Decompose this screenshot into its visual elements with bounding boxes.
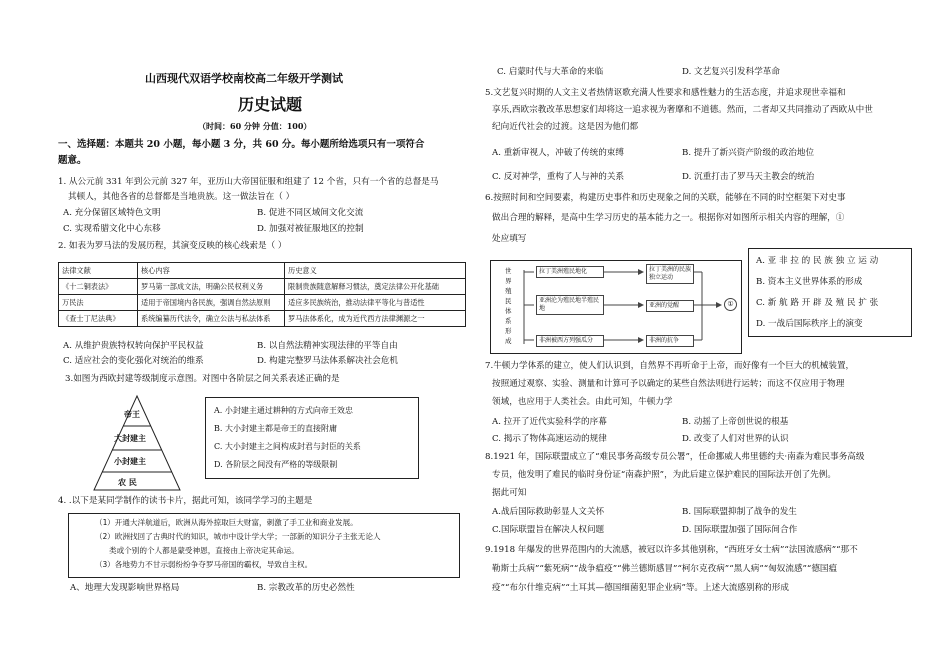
q3-option-b[interactable]: B. 大小封建主都是帝王的直接附庸 (214, 424, 337, 433)
reading-card-item-cont: 类或个别的个人都是蒙受神恩，直接由上帝决定其命运。 (109, 546, 299, 555)
q4-option-d[interactable]: D. 文艺复兴引发科学革命 (682, 67, 780, 77)
reading-card-item: （2）欧洲找回了古典时代的知识，城市中设计学大学；一部新的知识分子主张无论人 (95, 532, 381, 541)
q7-option-d[interactable]: D. 改变了人们对世界的认识 (682, 434, 789, 444)
q7-option-b[interactable]: B. 动摇了上帝创世说的根基 (682, 417, 789, 427)
q3-stem: 3.如图为西欧封建等级制度示意图。对图中各阶层之间关系表述正确的是 (65, 374, 340, 384)
q8-option-b[interactable]: B. 国际联盟抑制了战争的发生 (682, 507, 797, 517)
q9-stem: 9.1918 年爆发的世界范围内的大流感，被冠以许多其他别称，“西班牙女士病”“法国流感病”“那不 (485, 545, 858, 555)
pyramid-level-emperor: 帝王 (124, 409, 140, 419)
q1-option-a[interactable]: A. 充分保留区域特色文明 (63, 208, 161, 218)
q4-option-c[interactable]: C. 启蒙时代与大革命的来临 (497, 67, 604, 77)
q5-option-b[interactable]: B. 提升了新兴资产阶级的政治地位 (682, 148, 815, 158)
diagram-node: 拉丁美洲殖民地化 (536, 266, 604, 278)
q2-option-a[interactable]: A. 从维护贵族特权转向保护平民权益 (63, 341, 204, 351)
table-row (59, 279, 466, 295)
subject-title: 历史试题 (238, 95, 303, 114)
q8-option-a[interactable]: A.战后国际救助彰显人文关怀 (492, 507, 605, 517)
table-cell: 罗马法体系化，成为近代西方法律渊源之一 (285, 311, 466, 327)
q3-option-a[interactable]: A. 小封建主通过耕种的方式向帝王效忠 (214, 406, 353, 415)
q2-option-d[interactable]: D. 构建完整罗马法体系解决社会危机 (257, 356, 398, 366)
q4-stem: 4. .以下是某同学制作的读书卡片，据此可知，该同学学习的主题是 (58, 496, 313, 506)
q6-option-d[interactable]: D. 一战后国际秩序上的演变 (756, 319, 863, 329)
q5-stem-cont: 享乐,西欧宗教改革思想家们却将这一追求视为奢靡和不道德。然而，二者却又共同推动了西欧从中世 (492, 105, 873, 115)
reading-card-item: （1）开通大洋航道后，欧洲从海外掠取巨大财富，刺激了手工业和商业发展。 (95, 518, 358, 527)
q5-stem: 5.文艺复兴时期的人文主义者热情讴歌充满人性要求和感性魅力的生活态度，并追求现世幸福和 (485, 88, 846, 98)
table-header: 法律文献 (59, 263, 138, 279)
q9-stem-cont: 勒斯士兵病”“紫死病”“战争瘟疫”“佛兰德斯感冒”“柯尔克孜病”“黑人病”“匈奴流感”“德国瘟 (492, 564, 838, 574)
q6-stem-cont: 做出合理的解释，是高中生学习历史的基本能力之一。根据你对如图所示相关内容的理解，① (492, 213, 845, 223)
q8-stem-cont: 据此可知 (492, 488, 527, 498)
q5-option-d[interactable]: D. 沉重打击了罗马天主教会的统治 (682, 172, 815, 182)
q5-option-a[interactable]: A. 重新审视人，冲破了传统的束缚 (492, 148, 624, 158)
table-row (59, 311, 466, 327)
table-cell: 罗马第一部成文法，明确公民权利义务 (138, 279, 285, 295)
diagram-connectors (490, 260, 740, 352)
table-cell: 《十二铜表法》 (59, 279, 138, 295)
table-cell: 系统编纂历代法令，确立公法与私法体系 (138, 311, 285, 327)
diagram-blank-circle: ① (724, 298, 737, 311)
q2-stem: 2. 如表为罗马法的发展历程，其演变反映的核心线索是（ ） (58, 241, 287, 251)
q8-option-d[interactable]: D. 国际联盟加强了国际间合作 (682, 525, 798, 535)
table-cell: 适应多民族统治，推动法律平等化与普适性 (285, 295, 466, 311)
diagram-node: 亚洲的觉醒 (646, 300, 694, 312)
q7-stem: 7.牛顿力学体系的建立，使人们认识到，自然界不再听命于上帝，而好像有一个巨大的机械装置， (485, 361, 855, 371)
reading-card-item: （3）各地势力不甘示弱纷纷争夺罗马帝国的霸权，导致自主权。 (95, 560, 313, 569)
table-cell: 限制贵族随意解释习惯法，奠定法律公开化基础 (285, 279, 466, 295)
diagram-node: 亚洲沦为殖民地半殖民地 (536, 295, 604, 315)
q2-option-c[interactable]: C. 适应社会的变化强化对统治的维系 (63, 356, 204, 366)
pyramid-level-peasant: 农 民 (118, 477, 137, 487)
pyramid-level-small-lord: 小封建主 (114, 456, 146, 466)
school-title: 山西现代双语学校南校高二年级开学测试 (145, 72, 343, 85)
q1-option-c[interactable]: C. 实现希腊文化中心东移 (63, 224, 161, 234)
roman-law-table (58, 262, 466, 327)
q1-stem: 1. 从公元前 331 年到公元前 327 年，亚历山大帝国征服和组建了 12 个省，只有一个省的总督是马 (58, 177, 439, 187)
q4-option-a[interactable]: A、地理大发现影响世界格局 (70, 583, 180, 593)
q5-stem-cont: 纪向近代社会的过渡。这是因为他们都 (492, 122, 639, 132)
q7-stem-cont: 领域，也应用于人类社会。由此可知，牛顿力学 (492, 397, 673, 407)
q8-stem-cont: 专员，他发明了难民的临时身份证“南森护照”，为此后建立保护难民的国际法开创了先例。 (492, 470, 836, 480)
section1-title-cont: 题意。 (58, 155, 87, 166)
time-score: （时间：60 分钟 分值：100） (198, 121, 312, 131)
q3-option-d[interactable]: D. 各阶层之间没有严格的等级限制 (214, 460, 338, 469)
q6-option-b[interactable]: B. 资本主义世界体系的形成 (756, 277, 863, 287)
q4-option-b[interactable]: B. 宗教改革的历史必然性 (257, 583, 355, 593)
table-header: 核心内容 (138, 263, 285, 279)
q7-option-a[interactable]: A. 拉开了近代实验科学的序幕 (492, 417, 607, 427)
q6-option-c[interactable]: C. 新 航 路 开 辟 及 殖 民 扩 张 (756, 298, 879, 308)
q6-stem-cont: 处应填写 (492, 234, 527, 244)
table-cell: 适用于帝国境内各民族，强调自然法原则 (138, 295, 285, 311)
q8-option-c[interactable]: C.国际联盟旨在解决人权问题 (492, 525, 605, 535)
q7-stem-cont: 按照通过观察、实验、测量和计算可予以确定的某些自然法则进行运转；而这不仅应用于物理 (492, 379, 845, 389)
pyramid-level-great-lord: 大封建主 (114, 433, 146, 443)
q3-option-c[interactable]: C. 大小封建主之间构成封君与封臣的关系 (214, 442, 361, 451)
diagram-side-label: 世界殖民体系形成 (505, 267, 512, 345)
q1-stem-cont: 其顿人，其他各省的总督都是当地贵族。这一做法旨在（ ） (68, 192, 295, 202)
q1-option-b[interactable]: B. 促进不同区域间文化交流 (257, 208, 364, 218)
q6-stem: 6.按照时间和空间要素，构建历史事件和历史现象之间的关联，能够在不同的时空框架下对史事 (485, 193, 846, 203)
table-header: 历史意义 (285, 263, 466, 279)
q6-option-a[interactable]: A. 亚 非 拉 的 民 族 独 立 运 动 (756, 256, 879, 266)
q1-option-d[interactable]: D. 加强对被征服地区的控制 (257, 224, 364, 234)
table-row (59, 295, 466, 311)
q7-option-c[interactable]: C. 揭示了物体高速运动的规律 (492, 434, 607, 444)
q9-stem-cont: 疫”“布尔什维克病”“土耳其—德国细菌犯罪企业病”等。上述大流感别称的形成 (492, 583, 789, 593)
table-cell: 《查士丁尼法典》 (59, 311, 138, 327)
diagram-node: 非洲的抗争 (646, 335, 694, 347)
q8-stem: 8.1921 年，国际联盟成立了“难民事务高级专员公署”，任命挪威人弗里德约夫·南森为难民事务高级 (485, 452, 865, 462)
table-header-row (59, 263, 466, 279)
diagram-node: 非洲被西方列强瓜分 (536, 335, 604, 347)
q2-option-b[interactable]: B. 以自然法精神实现法律的平等自由 (257, 341, 398, 351)
section1-title: 一、选择题：本题共 20 小题，每小题 3 分，共 60 分。每小题所给选项只有一项符合 (58, 139, 425, 150)
diagram-node: 拉丁美洲的民族独立运动 (646, 264, 694, 284)
q5-option-c[interactable]: C. 反对神学，重构了人与神的关系 (492, 172, 625, 182)
table-cell: 万民法 (59, 295, 138, 311)
